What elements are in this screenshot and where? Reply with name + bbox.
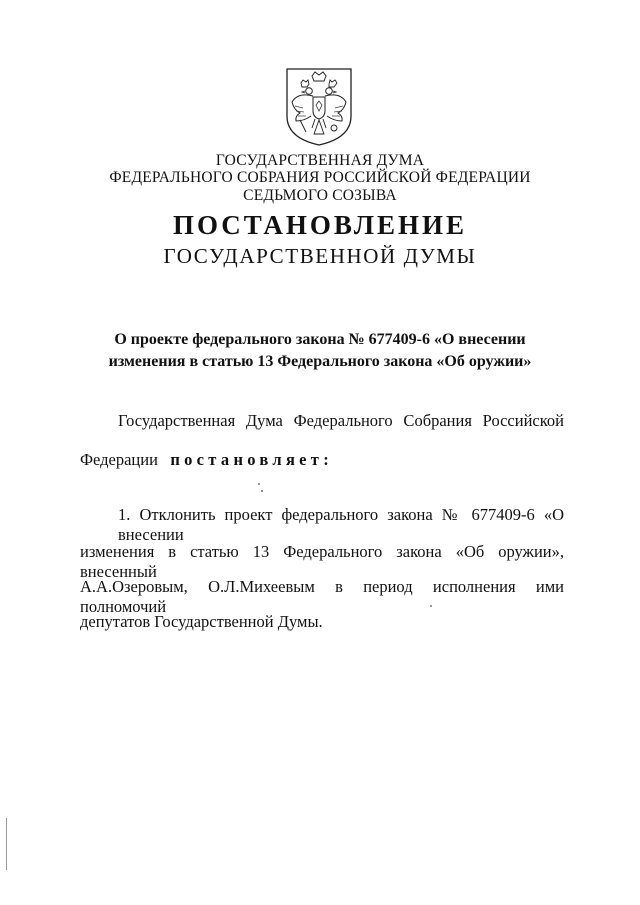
header-line-3: СЕДЬМОГО СОЗЫВА [243, 187, 397, 204]
document-subject [0, 329, 640, 373]
header-line-2: ФЕДЕРАЛЬНОГО СОБРАНИЯ РОССИЙСКОЙ ФЕДЕРАЦИИ [109, 169, 531, 186]
clause-1-line-4: депутатов Государственной Думы. [80, 612, 323, 631]
clause-1-line-2: изменения в статью 13 Федерального закона «Об оружии», внесенный [80, 542, 564, 581]
scan-speck [430, 605, 432, 607]
scan-margin-line [6, 818, 7, 870]
clause-1-line-1: 1. Отклонить проект федерального закона № 677409-6 «О внесении [118, 505, 564, 544]
subject-line-2: изменения в статью 13 Федерального закона «Об оружии» [108, 353, 532, 370]
header-line-1: ГОСУДАРСТВЕННАЯ ДУМА [215, 152, 425, 169]
preamble-country: Федерации [80, 450, 158, 469]
preamble-line-2 [80, 450, 564, 470]
preamble-line-1: Государственная Дума Федерального Собрания Российской [118, 411, 564, 430]
document-subtitle: ГОСУДАРСТВЕННОЙ ДУМЫ [163, 244, 477, 268]
scan-speck [261, 490, 263, 492]
resolution-verb: постановляет: [170, 450, 333, 469]
subject-line-1: О проекте федерального закона № 677409-6 «О внесении [114, 331, 526, 348]
clause-1-line-3: А.А.Озеровым, О.Л.Михеевым в период исполнения ими полномочий [80, 577, 564, 616]
coat-of-arms-emblem [284, 66, 354, 148]
scan-speck [258, 483, 260, 485]
document-title: ПОСТАНОВЛЕНИЕ [172, 210, 468, 240]
